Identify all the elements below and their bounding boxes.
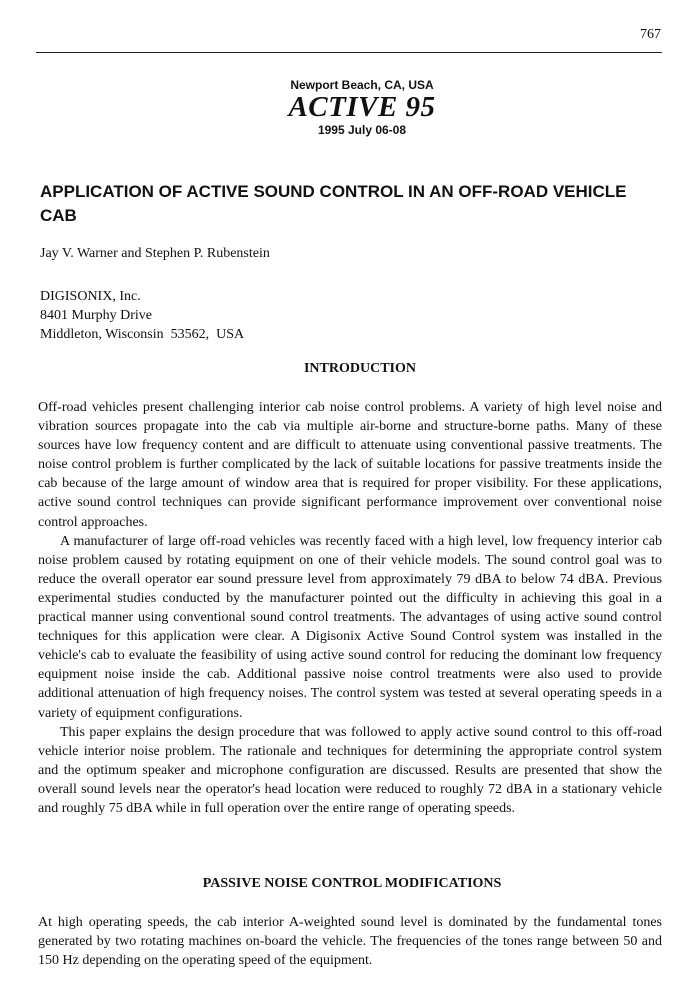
conference-header bbox=[0, 78, 696, 137]
body-paragraph: This paper explains the design procedure that was followed to apply active sound control to this off-road vehicle interior noise problem. The rationale and techniques for determining the appropriate control system and the optimum speaker and microphone configuration are discussed. Results are presented that show the overall sound levels near the operator's head location were reduced to roughly 72 dBA in a stationary vehicle and roughly 75 dBA while in full operation over the entire range of operating speeds. bbox=[38, 724, 662, 816]
authors: Jay V. Warner and Stephen P. Rubenstein bbox=[40, 246, 270, 261]
body-paragraph: A manufacturer of large off-road vehicles was recently faced with a high level, low frequency interior cab noise problem caused by rotating equipment on one of their vehicle models. The sound control goal was to reduce the overall operator ear sound pressure level from approximately 79 dBA to below 74 dBA. Previous experimental studies conducted by the manufacturer pointed out the difficulty in achieving this goal in a practical manner using conventional sound control treatments. The advantages of using active sound control techniques for this application were clear. A Digisonix Active Sound Control system was installed in the vehicle's cab to evaluate the feasibility of using active sound control for reducing the dominant low frequency equipment noise inside the cab. Additional passive noise control treatments were also used to provide additional attenuation of high frequency noises. The control system was tested at several operating speeds in a variety of equipment configurations. bbox=[38, 533, 662, 721]
page-number: 767 bbox=[640, 27, 661, 42]
introduction-heading: INTRODUCTION bbox=[303, 361, 416, 376]
affiliation-organization: DIGISONIX, Inc. bbox=[40, 289, 141, 304]
introduction-body bbox=[38, 398, 662, 818]
passive-noise-control-body bbox=[38, 913, 662, 970]
conference-name: ACTIVE 95 bbox=[288, 91, 436, 123]
body-paragraph: Off-road vehicles present challenging interior cab noise control problems. A variety of high level noise and vibration sources propagate into the cab via multiple air-borne and structure-borne paths. Many of these sources have low frequency content and are difficult to attenuate using conventional passive treatments. The noise control problem is further complicated by the lack of suitable locations for passive treatments inside the cab because of the large amount of window area that is required for proper visibility. For these applications, active sound control techniques can provide significant performance improvement over conventional noise control approaches. bbox=[38, 400, 662, 530]
affiliation-city: Middleton, Wisconsin 53562, USA bbox=[40, 327, 245, 342]
header-rule bbox=[36, 52, 662, 53]
passive-noise-control-heading: PASSIVE NOISE CONTROL MODIFICATIONS bbox=[202, 876, 502, 891]
body-paragraph: At high operating speeds, the cab interior A-weighted sound level is dominated by the fundamental tones generated by two rotating machines on-board the vehicle. The frequencies of the tones range between 50 and 150 Hz depending on the operating speed of the equipment. bbox=[38, 915, 662, 969]
paper-title: APPLICATION OF ACTIVE SOUND CONTROL IN AN OFF-ROAD VEHICLE CAB bbox=[40, 182, 627, 225]
conference-dates: 1995 July 06-08 bbox=[317, 123, 407, 137]
affiliation-street: 8401 Murphy Drive bbox=[40, 308, 152, 323]
affiliation bbox=[40, 287, 244, 344]
conference-location: Newport Beach, CA, USA bbox=[290, 78, 434, 92]
